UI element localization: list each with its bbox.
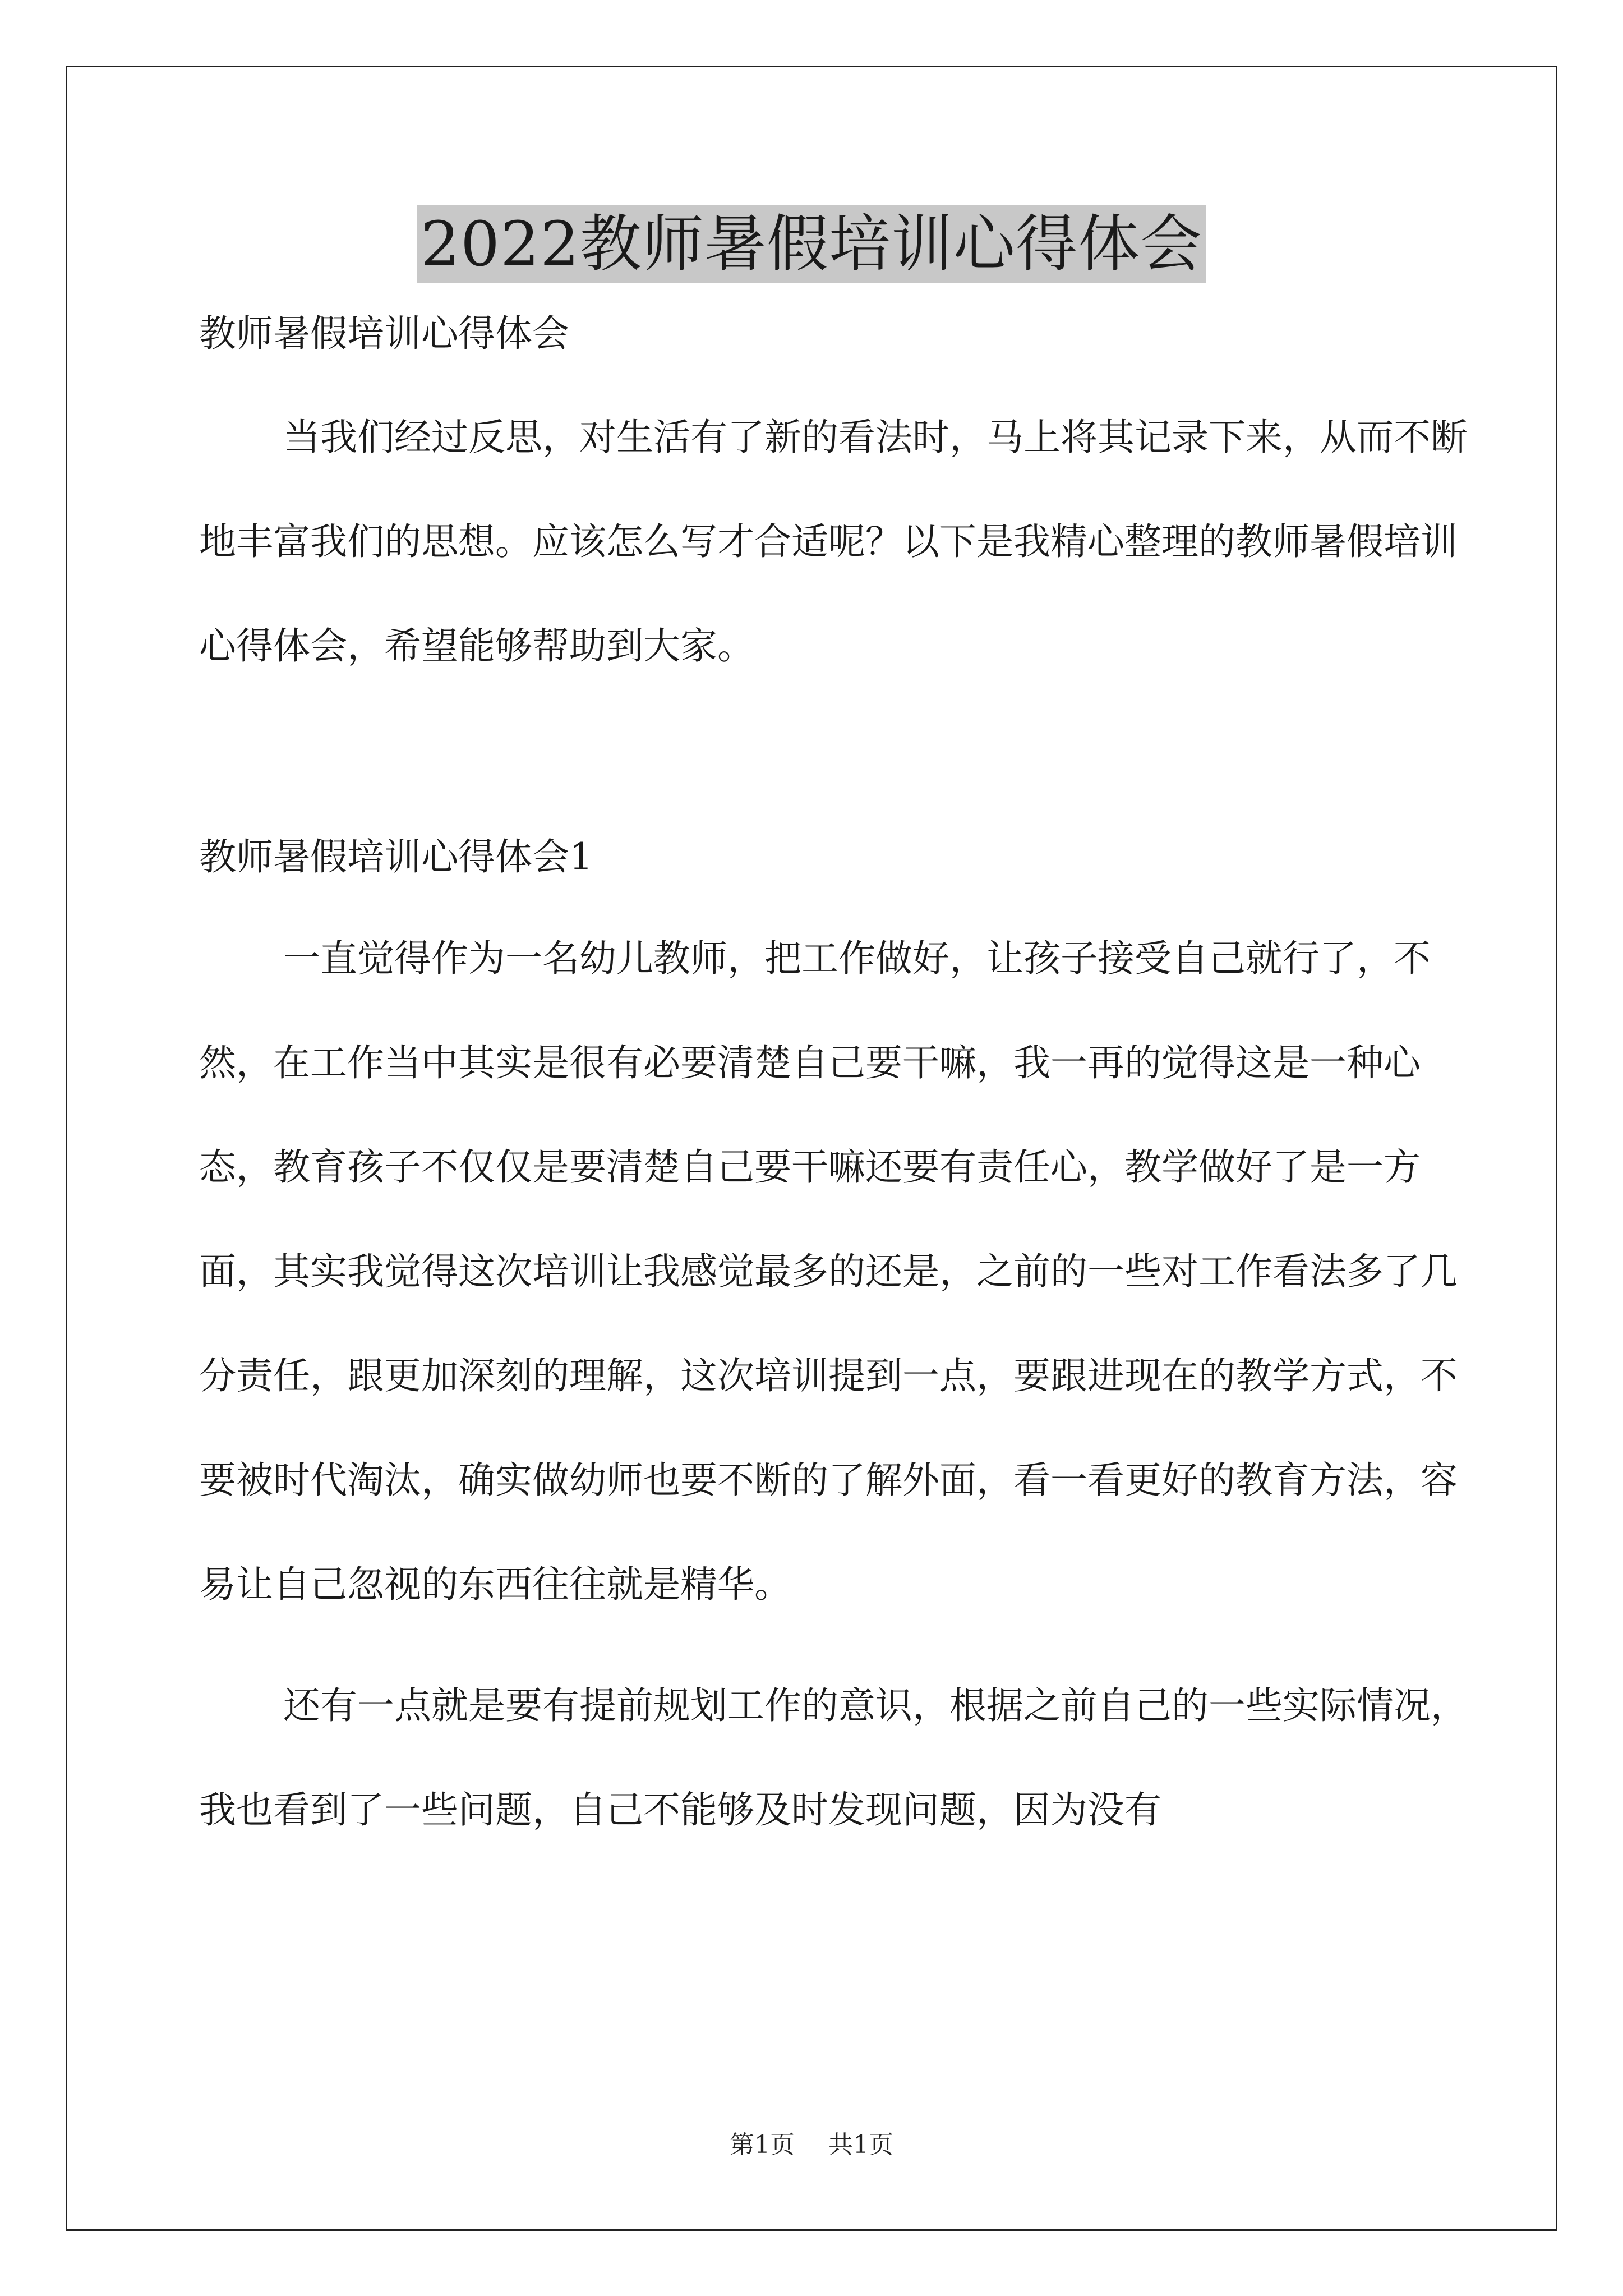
- section1-paragraph-2: 还有一点就是要有提前规划工作的意识，根据之前自己的一些实际情况，我也看到了一些问题，自己不能够及时发现问题，因为没有: [199, 1684, 1468, 1832]
- document-body: [199, 307, 1472, 1862]
- page-number: 第1页: [730, 2131, 795, 2159]
- title-container: [0, 205, 1623, 283]
- page-footer: [0, 2128, 1623, 2162]
- section1-paragraph-1: 一直觉得作为一名幼儿教师，把工作做好，让孩子接受自己就行了，不然，在工作当中其实是很有必要清楚自己要干嘛，我一再的觉得这是一种心态，教育孩子不仅仅是要清楚自己要干嘛还要有责任心，教学做好了是一方面，其实我觉得这次培训让我感觉最多的还是，之前的一些对工作看法多了几分责任，跟更加深刻的理解，这次培训提到一点，要跟进现在的教学方式，不要被时代淘汰，确实做幼师也要不断的了解外面，看一看更好的教育方法，容易让自己忽视的东西往往就是精华。: [199, 937, 1458, 1606]
- page-total: 共1页: [828, 2131, 893, 2159]
- intro-paragraph: 当我们经过反思，对生活有了新的看法时，马上将其记录下来，从而不断地丰富我们的思想。应该怎么写才合适呢？以下是我精心整理的教师暑假培训心得体会，希望能够帮助到大家。: [199, 416, 1468, 668]
- section-heading-main: 教师暑假培训心得体会: [199, 312, 569, 355]
- document-title: 2022教师暑假培训心得体会: [417, 205, 1206, 283]
- section-heading-1: 教师暑假培训心得体会1: [199, 835, 593, 878]
